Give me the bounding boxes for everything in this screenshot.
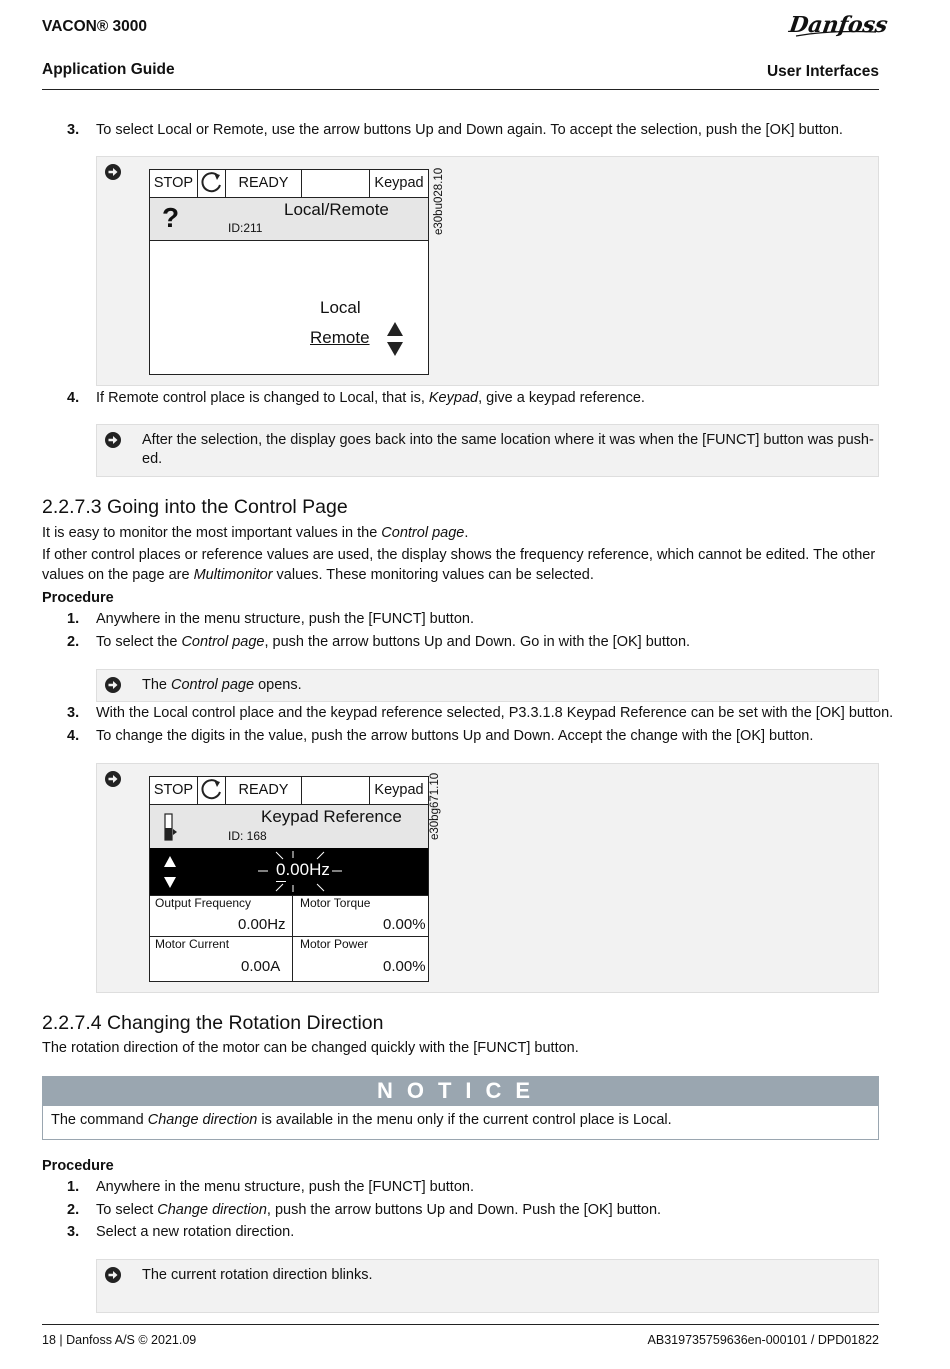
result-note xyxy=(96,424,879,477)
status-stop: STOP xyxy=(150,170,198,197)
arrow-right-circle-icon xyxy=(104,770,122,788)
keypad-title-bar xyxy=(150,197,428,241)
keypad-reference-value: 0.00Hz xyxy=(276,860,330,879)
footer-page-info: 18 | Danfoss A/S © 2021.09 xyxy=(42,1333,197,1347)
parameter-id: ID:211 xyxy=(228,221,263,235)
arrow-right-circle-icon xyxy=(104,1266,122,1284)
note-text: The Control page opens. xyxy=(142,677,302,693)
step-text: Select a new rotation direction. xyxy=(96,1224,295,1240)
notice-box xyxy=(42,1106,879,1140)
footer-document-id: AB319735759636en-000101 / DPD01822 xyxy=(647,1333,879,1347)
status-keypad: Keypad xyxy=(374,782,424,798)
status-stop: STOP xyxy=(150,777,198,804)
step-text: To change the digits in the value, push the arrow buttons Up and Down. Accept the change with the [OK] button. xyxy=(96,728,814,744)
svg-text:Danfoss: Danfoss xyxy=(787,12,890,38)
status-empty xyxy=(302,170,370,197)
keypad-figure-panel xyxy=(96,763,879,993)
step-number: 1. xyxy=(67,1179,80,1195)
motor-torque-value: 0.00% xyxy=(383,916,426,933)
motor-torque-label: Motor Torque xyxy=(300,896,371,910)
paragraph: It is easy to monitor the most important values in the Control page. xyxy=(42,525,469,541)
result-note xyxy=(96,669,879,702)
motor-power-value: 0.00% xyxy=(383,958,426,975)
level-bar-icon xyxy=(164,813,178,843)
status-ready: READY xyxy=(226,170,302,197)
keypad-title: Local/Remote xyxy=(284,200,389,219)
arrow-right-circle-icon xyxy=(104,163,122,181)
option-remote: Remote xyxy=(310,328,370,347)
step-number: 2. xyxy=(67,1202,80,1218)
rotation-direction-icon xyxy=(198,170,226,197)
arrow-right-circle-icon xyxy=(104,676,122,694)
status-empty xyxy=(302,777,370,804)
figure-code: e30bg671.10 xyxy=(429,772,441,840)
step-text: Anywhere in the menu structure, push the [FUNCT] button. xyxy=(96,1179,474,1195)
step-number: 2. xyxy=(67,634,80,650)
status-ready: READY xyxy=(226,777,302,804)
step-text: To select Local or Remote, use the arrow buttons Up and Down again. To accept the selection, push the [OK] button. xyxy=(96,122,843,138)
keypad-display-control-page xyxy=(149,776,429,982)
procedure-heading: Procedure xyxy=(42,590,114,606)
step-text: Anywhere in the menu structure, push the [FUNCT] button. xyxy=(96,611,474,627)
section-title: User Interfaces xyxy=(766,63,879,80)
heading-control-page: 2.2.7.3 Going into the Control Page xyxy=(42,496,348,518)
reference-value-bar xyxy=(150,848,428,895)
danfoss-logo xyxy=(787,6,890,44)
keypad-figure-panel xyxy=(96,156,879,386)
motor-power-label: Motor Power xyxy=(300,937,369,951)
step-number: 1. xyxy=(67,611,80,627)
step-number: 4. xyxy=(67,728,80,744)
motor-current-value: 0.00A xyxy=(241,958,281,975)
motor-current-label: Motor Current xyxy=(155,937,230,951)
step-text: To select Change direction, push the arrow buttons Up and Down. Push the [OK] button. xyxy=(96,1202,662,1218)
up-down-arrows-icon xyxy=(162,854,178,890)
document-brand: VACON® 3000 xyxy=(42,18,148,35)
paragraph: The rotation direction of the motor can be changed quickly with the [FUNCT] button. xyxy=(42,1040,579,1056)
step-text: With the Local control place and the keypad reference selected, P3.3.1.8 Keypad Reference can be set with the [OK] button. xyxy=(96,705,894,721)
paragraph: If other control places or reference values are used, the display shows the frequency reference, which cannot be edited. The other values on the page are Multimonitor values. These monitoring values can be selected. xyxy=(42,547,876,583)
document-guide-title: Application Guide xyxy=(42,61,175,78)
note-text: After the selection, the display goes back into the same location where it was when the [FUNCT] button was push- ed. xyxy=(142,432,874,467)
note-text: The current rotation direction blinks. xyxy=(142,1267,373,1283)
output-frequency-value: 0.00Hz xyxy=(238,916,286,933)
heading-rotation-direction: 2.2.7.4 Changing the Rotation Direction xyxy=(42,1012,384,1034)
arrow-right-circle-icon xyxy=(104,431,122,449)
result-note xyxy=(96,1259,879,1313)
step-number: 3. xyxy=(67,122,80,138)
step-number: 4. xyxy=(67,390,80,406)
notice-text: The command Change direction is available in the menu only if the current control place is Local. xyxy=(51,1112,672,1128)
keypad-display-local-remote xyxy=(149,169,429,375)
step-text: To select the Control page, push the arrow buttons Up and Down. Go in with the [OK] button. xyxy=(96,634,691,650)
keypad-title: Keypad Reference xyxy=(261,807,402,826)
option-local: Local xyxy=(320,298,361,317)
rotation-direction-icon xyxy=(198,777,226,804)
notice-heading: NOTICE xyxy=(42,1076,879,1106)
procedure-heading: Procedure xyxy=(42,1158,114,1174)
status-keypad: Keypad xyxy=(374,175,424,191)
question-icon: ? xyxy=(162,202,180,233)
step-number: 3. xyxy=(67,1224,80,1240)
output-frequency-label: Output Frequency xyxy=(155,896,252,910)
step-text: If Remote control place is changed to Local, that is, Keypad, give a keypad reference. xyxy=(96,390,645,406)
parameter-id: ID: 168 xyxy=(228,829,267,843)
step-number: 3. xyxy=(67,705,80,721)
figure-code: e30bu028.10 xyxy=(433,167,445,235)
keypad-title-bar xyxy=(150,804,428,848)
header-rule xyxy=(42,89,879,90)
up-down-arrows-icon xyxy=(386,320,404,358)
footer-rule xyxy=(42,1324,879,1325)
cursor-underline xyxy=(276,881,286,882)
